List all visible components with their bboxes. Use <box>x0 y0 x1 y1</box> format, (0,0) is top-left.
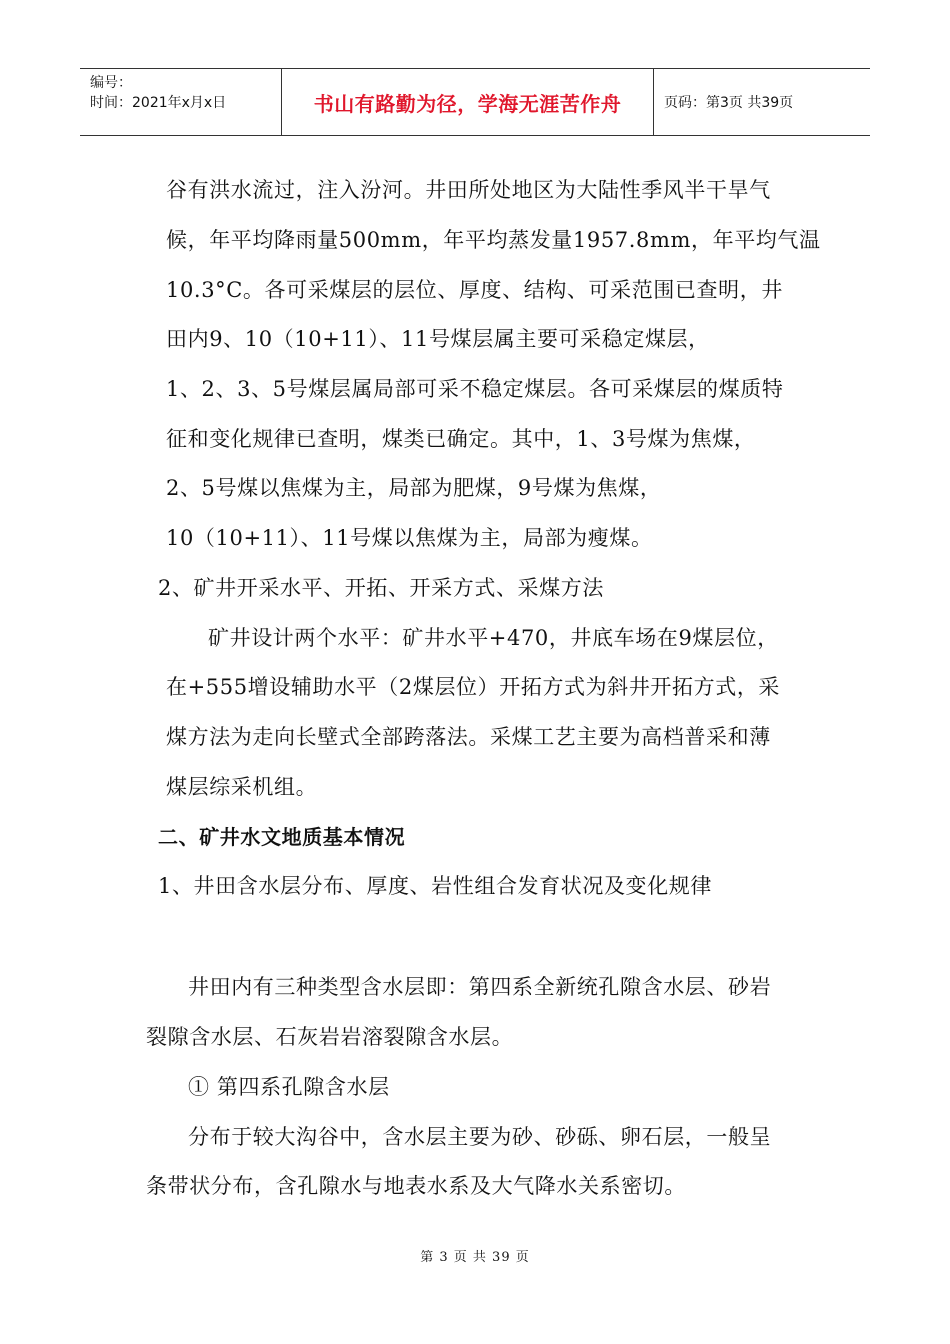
body-line: 10.3°C。各可采煤层的层位、厚度、结构、可采范围已查明，井 <box>166 278 783 302</box>
body-line: 谷有洪水流过，注入汾河。井田所处地区为大陆性季风半干旱气 <box>166 178 771 202</box>
section-subheading: 2、矿井开采水平、开拓、开采方式、采煤方法 <box>158 576 604 600</box>
body-line: 分布于较大沟谷中，含水层主要为砂、砂砾、卵石层，一般呈 <box>188 1125 772 1149</box>
number-label: 编号： <box>90 75 132 91</box>
body-line: 裂隙含水层、石灰岩岩溶裂隙含水层。 <box>146 1025 514 1049</box>
date-label: 时间：2021年x月x日 <box>90 95 227 111</box>
body-line: 在+555增设辅助水平（2煤层位）开拓方式为斜井开拓方式，采 <box>166 675 781 699</box>
list-subheading: ① 第四系孔隙含水层 <box>188 1075 390 1099</box>
body-line: 矿井设计两个水平：矿井水平+470，井底车场在9煤层位， <box>208 626 779 650</box>
header-motto: 书山有路勤为径，学海无涯苦作舟 <box>282 69 654 135</box>
body-line: 2、5号煤以焦煤为主，局部为肥煤，9号煤为焦煤， <box>166 476 662 500</box>
body-line: 煤方法为走向长壁式全部跨落法。采煤工艺主要为高档普采和薄 <box>166 725 771 749</box>
page-footer: 第 3 页 共 39 页 <box>420 1250 530 1265</box>
section-subheading: 1、井田含水层分布、厚度、岩性组合发育状况及变化规律 <box>158 874 712 898</box>
body-line: 征和变化规律已查明，煤类已确定。其中，1、3号煤为焦煤， <box>166 427 756 451</box>
body-line: 1、2、3、5号煤层属局部可采不稳定煤层。各可采煤层的煤质特 <box>166 377 784 401</box>
header-meta <box>80 69 282 135</box>
body-line: 田内9、10（10+11）、11号煤层属主要可采稳定煤层， <box>166 327 710 351</box>
body-line: 井田内有三种类型含水层即：第四系全新统孔隙含水层、砂岩 <box>188 975 772 999</box>
body-line: 条带状分布，含孔隙水与地表水系及大气降水关系密切。 <box>146 1174 686 1198</box>
body-line: 10（10+11）、11号煤以焦煤为主，局部为瘦煤。 <box>166 526 653 550</box>
header-page-info: 页码：第3页 共39页 <box>664 95 794 111</box>
body-line: 候，年平均降雨量500mm，年平均蒸发量1957.8mm，年平均气温 <box>166 228 821 252</box>
body-line: 煤层综采机组。 <box>166 775 318 799</box>
section-heading: 二、矿井水文地质基本情况 <box>158 825 406 849</box>
page-header <box>80 68 870 136</box>
